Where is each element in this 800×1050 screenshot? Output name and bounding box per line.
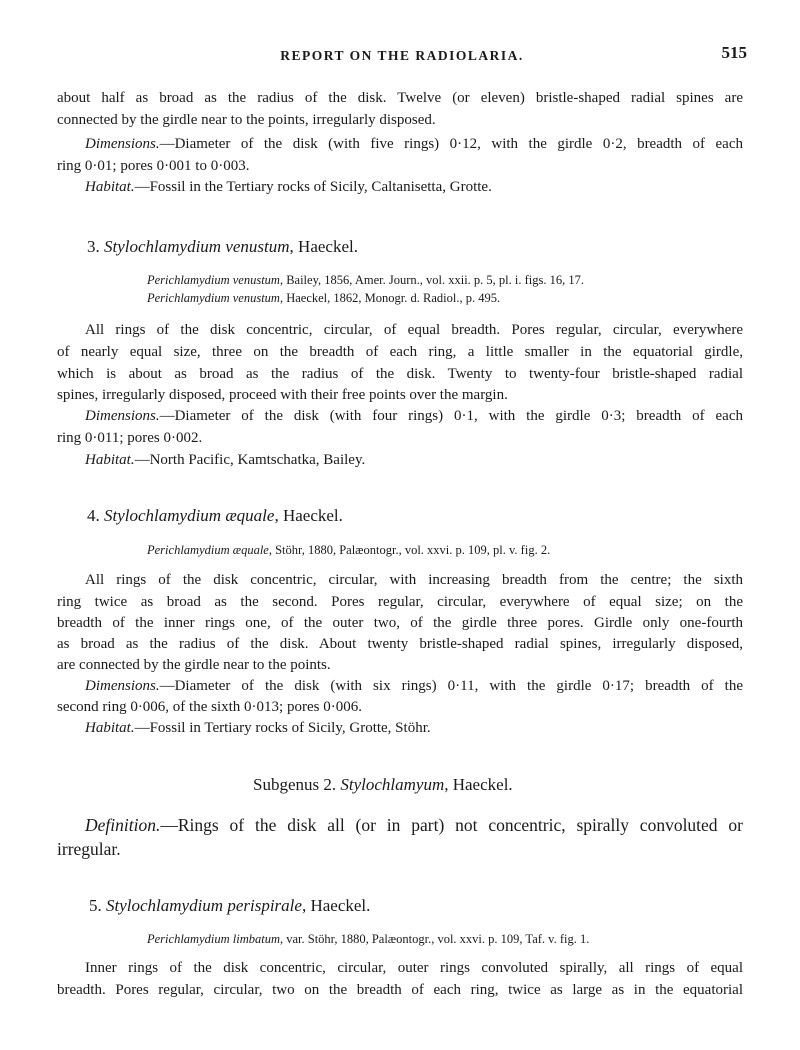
subgenus-name: Stylochlamyum <box>340 775 445 794</box>
intro-dimensions-2: ring 0·01; pores 0·001 to 0·003. <box>57 158 250 174</box>
synonym-ref: , Bailey, 1856, Amer. Journ., vol. xxii. p. 5, pl. i. figs. 16, 17. <box>279 273 584 287</box>
subgenus-definition <box>85 814 743 836</box>
species-3-desc-1: All rings of the disk concentric, circular, of equal breadth. Pores regular, circular, everywhere <box>85 322 743 338</box>
species-3-desc-3: which is about as broad as the radius of the disk. Twenty to twenty-four bristle-shaped radial <box>57 366 743 382</box>
species-author: , Haeckel. <box>289 237 358 256</box>
dimensions-label: Dimensions. <box>85 408 160 424</box>
species-4-desc-4: as broad as the radius of the disk. About twenty bristle-shaped radial spines, irregularly disposed, <box>57 636 743 652</box>
species-4-desc-2: ring twice as broad as the second. Pores regular, circular, everywhere of equal size; on the <box>57 594 743 610</box>
species-name: Stylochlamydium æquale <box>104 506 275 525</box>
species-3-heading <box>87 237 358 257</box>
species-4-heading <box>87 506 343 526</box>
dimensions-text: —Diameter of the disk (with four rings) 0·1, with the girdle 0·3; breadth of each <box>159 408 743 424</box>
definition-text: —Rings of the disk all (or in part) not concentric, spirally convoluted or <box>160 815 743 835</box>
subgenus-definition-2: irregular. <box>57 839 121 859</box>
species-4-desc-5: are connected by the girdle near to the points. <box>57 657 331 673</box>
species-3-dimensions-2: ring 0·011; pores 0·002. <box>57 430 203 446</box>
synonym-ref: , var. Stöhr, 1880, Palæontogr., vol. xxvi. p. 109, Taf. v. fig. 1. <box>279 932 590 946</box>
species-author: , Haeckel. <box>274 506 343 525</box>
species-4-dimensions <box>85 676 743 696</box>
intro-line-1: about half as broad as the radius of the disk. Twelve (or eleven) bristle-shaped radial spines are <box>57 90 743 106</box>
dimensions-text: —Diameter of the disk (with six rings) 0·11, with the girdle 0·17; breadth of the <box>159 678 743 694</box>
synonym-name: Perichlamydium limbatum <box>147 932 280 946</box>
species-3-habitat <box>85 450 365 470</box>
species-3-synonym-2 <box>147 288 500 308</box>
species-5-desc-2: breadth. Pores regular, circular, two on the breadth of each ring, twice as large as in the equatorial <box>57 982 743 998</box>
species-5-desc-1: Inner rings of the disk concentric, circular, outer rings convoluted spirally, all rings of equal <box>85 960 743 976</box>
species-number: 4. <box>87 506 100 525</box>
habitat-label: Habitat. <box>85 452 135 468</box>
page-number: 515 <box>721 43 747 62</box>
habitat-label: Habitat. <box>85 179 135 195</box>
species-name: Stylochlamydium perispirale <box>106 896 302 915</box>
species-4-habitat <box>85 718 431 738</box>
synonym-name: Perichlamydium venustum <box>147 273 280 287</box>
habitat-text: —Fossil in the Tertiary rocks of Sicily, Caltanisetta, Grotte. <box>134 179 492 195</box>
dimensions-label: Dimensions. <box>85 136 160 152</box>
species-3-dimensions <box>85 406 743 426</box>
habitat-text: —Fossil in Tertiary rocks of Sicily, Grotte, Stöhr. <box>134 720 431 736</box>
habitat-label: Habitat. <box>85 720 135 736</box>
species-3-desc-2: of nearly equal size, three on the breadth of each ring, a little smaller in the equatorial girdle, <box>57 344 743 360</box>
species-5-synonym-1 <box>147 929 589 949</box>
species-5-heading <box>89 896 370 916</box>
synonym-ref: , Haeckel, 1862, Monogr. d. Radiol., p. 495. <box>279 291 501 305</box>
synonym-ref: , Stöhr, 1880, Palæontogr., vol. xxvi. p. 109, pl. v. fig. 2. <box>268 543 551 557</box>
dimensions-text: —Diameter of the disk (with five rings) 0·12, with the girdle 0·2, breadth of each <box>159 136 743 152</box>
species-4-desc-3: breadth of the inner rings one, of the outer two, of the girdle three pores. Girdle only one-fourth <box>57 615 743 631</box>
synonym-name: Perichlamydium venustum <box>147 291 280 305</box>
species-4-desc-1: All rings of the disk concentric, circular, with increasing breadth from the centre; the sixth <box>85 572 743 588</box>
dimensions-label: Dimensions. <box>85 678 160 694</box>
definition-label: Definition. <box>85 815 161 835</box>
species-4-dimensions-2: second ring 0·006, of the sixth 0·013; pores 0·006. <box>57 699 362 715</box>
intro-dimensions <box>85 134 743 154</box>
species-name: Stylochlamydium venustum <box>104 237 290 256</box>
species-number: 3. <box>87 237 100 256</box>
intro-line-2: connected by the girdle near to the points, irregularly disposed. <box>57 112 436 128</box>
species-number: 5. <box>89 896 102 915</box>
subgenus-prefix: Subgenus 2. <box>253 775 341 794</box>
intro-habitat <box>85 177 492 197</box>
subgenus-heading <box>253 775 513 795</box>
subgenus-author: , Haeckel. <box>444 775 513 794</box>
synonym-name: Perichlamydium æquale <box>147 543 269 557</box>
page <box>57 0 747 1050</box>
species-4-synonym-1 <box>147 540 550 560</box>
species-3-desc-4: spines, irregularly disposed, proceed with their free points over the margin. <box>57 387 508 403</box>
header-title: REPORT ON THE RADIOLARIA. <box>280 48 524 63</box>
species-3-synonym-1 <box>147 270 584 290</box>
habitat-text: —North Pacific, Kamtschatka, Bailey. <box>134 452 366 468</box>
species-author: , Haeckel. <box>301 896 371 915</box>
